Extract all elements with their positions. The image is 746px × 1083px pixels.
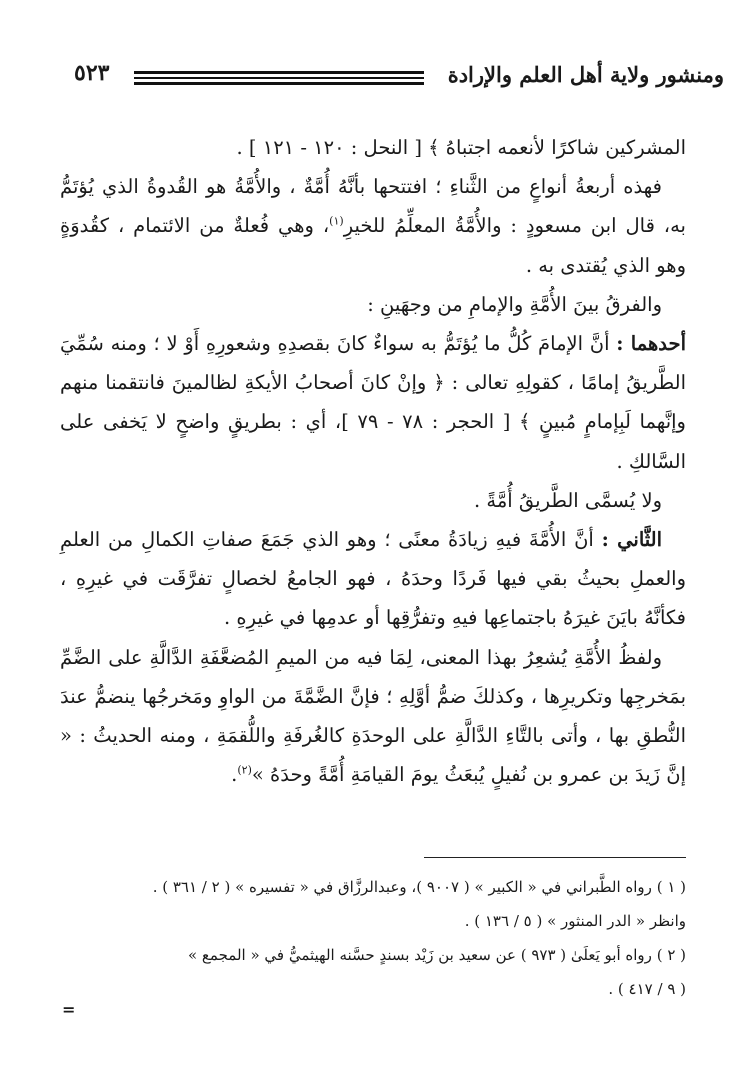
footnote-2: ( ٢ ) رواه أبو يَعلَىٰ ( ٩٧٣ ) عن سعيد بن زَيْد بسندٍ حسَّنه الهيثميُّ في « المجمع » [187,946,686,964]
paragraph: الثَّاني : أنَّ الأُمَّةَ فيهِ زيادَةُ معنًى ؛ وهو الذي جَمَعَ صفاتِ الكمالِ من العلمِ والعملِ بحيثُ بقي فيها فَردًا وحدَهُ ، فهو الجامعُ لخصالٍ تفرَّقَت في غيرِهِ ، فكأنَّهُ بايَنَ غيرَهُ باجتماعِها فيهِ وتفرُّقِها أو عدمِها في غيرِهِ . [60,528,686,630]
page-number: ٥٢٣ [74,60,110,86]
header-rule [134,71,424,85]
footnote-ref[interactable]: (٢) [237,763,252,777]
running-header [74,58,724,98]
point-heading: الثَّاني : [601,528,663,552]
footnote-2-cont: ( ٩ / ٤١٧ ) . [608,980,686,998]
footnote-1: ( ١ ) رواه الطَّبراني في « الكبير » ( ٩٠٠٧ )، وعبدالرزَّاق في « تفسيره » ( ٢ / ٣٦١ ) . [152,878,686,896]
point-heading: أحدهما : [616,332,686,356]
paragraph: المشركين شاكرًا لأنعمه اجتباهُ ﴾ [ النحل : ١٢٠ - ١٢١ ] . [236,136,686,159]
paragraph: والفرقُ بينَ الأُمَّةِ والإمامِ من وجهَينِ : [367,292,662,316]
footnote-ref[interactable]: (١) [329,214,344,228]
paragraph: ولا يُسمَّى الطَّريقُ أُمَّةً . [473,488,662,512]
footnote-separator [424,857,686,858]
footnote-1-cont: وانظر « الدر المنثور » ( ٥ / ١٣٦ ) . [464,912,686,930]
footnotes [60,870,686,1006]
paragraph: فهذه أربعةُ أنواعٍ من الثَّناءِ ؛ افتتحها بأنَّهُ أُمَّةٌ ، والأُمَّةُ هو القُدوةُ الذي يُؤتَمُّ به، قال ابن مسعودٍ : والأُمَّةُ المعلِّمُ للخيرِ$^{(١)}$، وهي فُعلةٌ من الائتمام ، كقُدوَةٍ وهو الذي يُقتدى به . [60,175,686,277]
main-text [60,128,686,794]
continuation-mark: = [62,1000,76,1019]
header-title: ومنشور ولاية أهل العلم والإرادة [447,62,724,87]
paragraph: أحدهما : أنَّ الإمامَ كُلُّ ما يُؤتَمُّ به سواءٌ كانَ بقصدِهِ وشعورِهِ أَوْ لا ؛ ومنه سُمِّيَ الطَّريقُ إمامًا ، كقولِهِ تعالى : ﴿ وإنْ كانَ أصحابُ الأيكةِ لظالمينَ فانتقمنا منهم وإنَّهما لَبِإمامٍ مُبينٍ ﴾ [ الحجر : ٧٨ - ٧٩ ]، أي : بطريقٍ واضحٍ لا يَخفى على السَّالكِ . [60,332,686,473]
paragraph: ولفظُ الأُمَّةِ يُشعِرُ بهذا المعنى، لِمَا فيه من الميمِ المُضعَّفَةِ الدَّالَّةِ على الضَّمِّ بمَخرجِها وتكريرِها ، وكذلكَ ضمُّ أوَّلِهِ ؛ فإنَّ الضَّمَّةَ من الواوِ ومَخرجُها ينضمُّ عندَ النُّطقِ بها ، وأتى بالتَّاءِ الدَّالَّةِ على الوحدَةِ كالغُرفَةِ واللُّقمَةِ ، ومنه الحديثُ : « إنَّ زَيدَ بن عمرو بن نُفيلٍ يُبعَثُ يومَ القيامَةِ أُمَّةً وحدَهُ »$^{(٢)}$. [60,645,686,787]
